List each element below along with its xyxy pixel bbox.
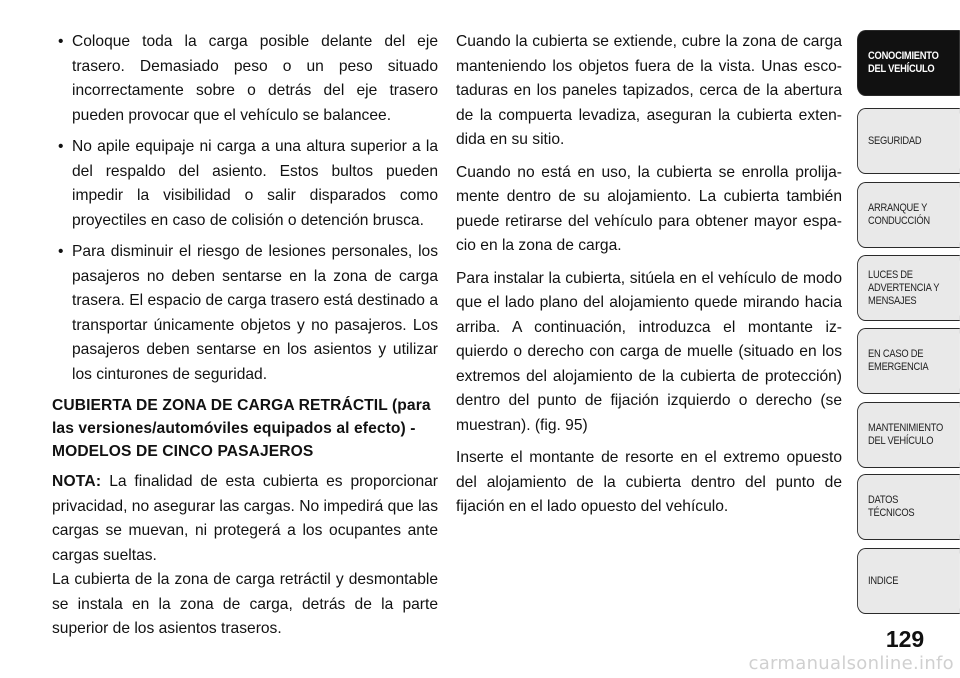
watermark: carmanualsonline.info: [748, 653, 954, 674]
page-number: 129: [885, 626, 925, 652]
paragraph: Cuando no está en uso, la cubierta se enrolla prolija-mente dentro de su alojamiento. La cubierta también puede retirarse del vehículo para obtener mayor espa-cio en la zona de carga.: [456, 163, 842, 254]
tab-en-caso-de-emergencia[interactable]: [857, 328, 960, 394]
tab-mantenimiento-del-vehiculo[interactable]: [857, 402, 960, 468]
tab-luces-de-advertencia[interactable]: [857, 255, 960, 321]
tab-label: LUCES DE ADVERTENCIA Y MENSAJES: [868, 268, 940, 307]
paragraph: Cuando la cubierta se extiende, cubre la zona de carga manteniendo los objetos fuera de la vista. Unas esco-taduras en los paneles tapizados, cerca de la abertura de la compuerta levadiza, aseguran la cubierta exten-dida en su sitio.: [456, 33, 842, 148]
bullet-item: • No apile equipaje ni carga a una altura superior a la del respaldo del asiento. Estos bultos pueden impedir la visibilidad o salir disparados como proyectiles en caso de colisión o detención brusca.: [52, 135, 438, 233]
tab-seguridad[interactable]: [857, 108, 960, 174]
tab-arranque-y-conduccion[interactable]: [857, 182, 960, 248]
right-column: [456, 30, 842, 528]
tab-label: SEGURIDAD: [868, 134, 922, 147]
paragraph: Para instalar la cubierta, sitúela en el vehículo de modo que el lado plano del alojamiento quede mirando hacia arriba. A continuación, introduzca el montante iz-quierdo o derecho con carga de muelle (situado en los extremos del alojamiento de la cubierta de protección) dentro del punto de fijación izquierdo o derecho (se muestran). (fig. 95): [456, 269, 842, 434]
bullet-item: • Coloque toda la carga posible delante del eje trasero. Demasiado peso o un peso situado incorrectamente sobre o detrás del eje trasero pueden provocar que el vehículo se balancee.: [52, 30, 438, 128]
tab-indice[interactable]: [857, 548, 960, 614]
tab-label: INDICE: [868, 574, 899, 587]
chapter-tabs: [857, 0, 960, 678]
tab-label: CONOCIMIENTO DEL VEHÍCULO: [868, 50, 939, 75]
paragraph: Inserte el montante de resorte en el extremo opuesto del alojamiento de la cubierta dentro del punto de fijación en el lado opuesto del vehículo.: [456, 449, 842, 515]
cargo-bullet-list: [52, 30, 438, 387]
bullet-item: • Para disminuir el riesgo de lesiones personales, los pasajeros no deben sentarse en la zona de carga trasera. El espacio de carga trasero está destinado a transportar únicamente objetos y no pasajeros. Los pasajeros deben sentarse en los asientos y utilizar los cinturones de seguridad.: [52, 240, 438, 387]
note-label: NOTA:: [52, 473, 102, 490]
note-text: La finalidad de esta cubierta es proporcionar privacidad, no asegurar las cargas. No impedirá que las cargas se muevan, ni protegerá a los ocupantes ante cargas sueltas.: [52, 473, 438, 564]
tab-conocimiento-del-vehiculo[interactable]: [857, 30, 960, 96]
tab-label: MANTENIMIENTO DEL VEHÍCULO: [868, 422, 944, 447]
tab-datos-tecnicos[interactable]: [857, 474, 960, 540]
tab-label: EN CASO DE EMERGENCIA: [868, 348, 929, 373]
section-title: CUBIERTA DE ZONA DE CARGA RETRÁCTIL (para las versiones/automóviles equipados al efecto) - MODELOS DE CINCO PASAJEROS: [52, 397, 431, 460]
left-column: [52, 30, 438, 650]
paragraph: La cubierta de la zona de carga retráctil y desmontable se instala en la zona de carga, detrás de la parte superior de los asientos traseros.: [52, 571, 438, 637]
note-paragraph: [52, 470, 438, 568]
tab-label: DATOS TÉCNICOS: [868, 494, 915, 519]
tab-label: ARRANQUE Y CONDUCCIÓN: [868, 202, 930, 227]
